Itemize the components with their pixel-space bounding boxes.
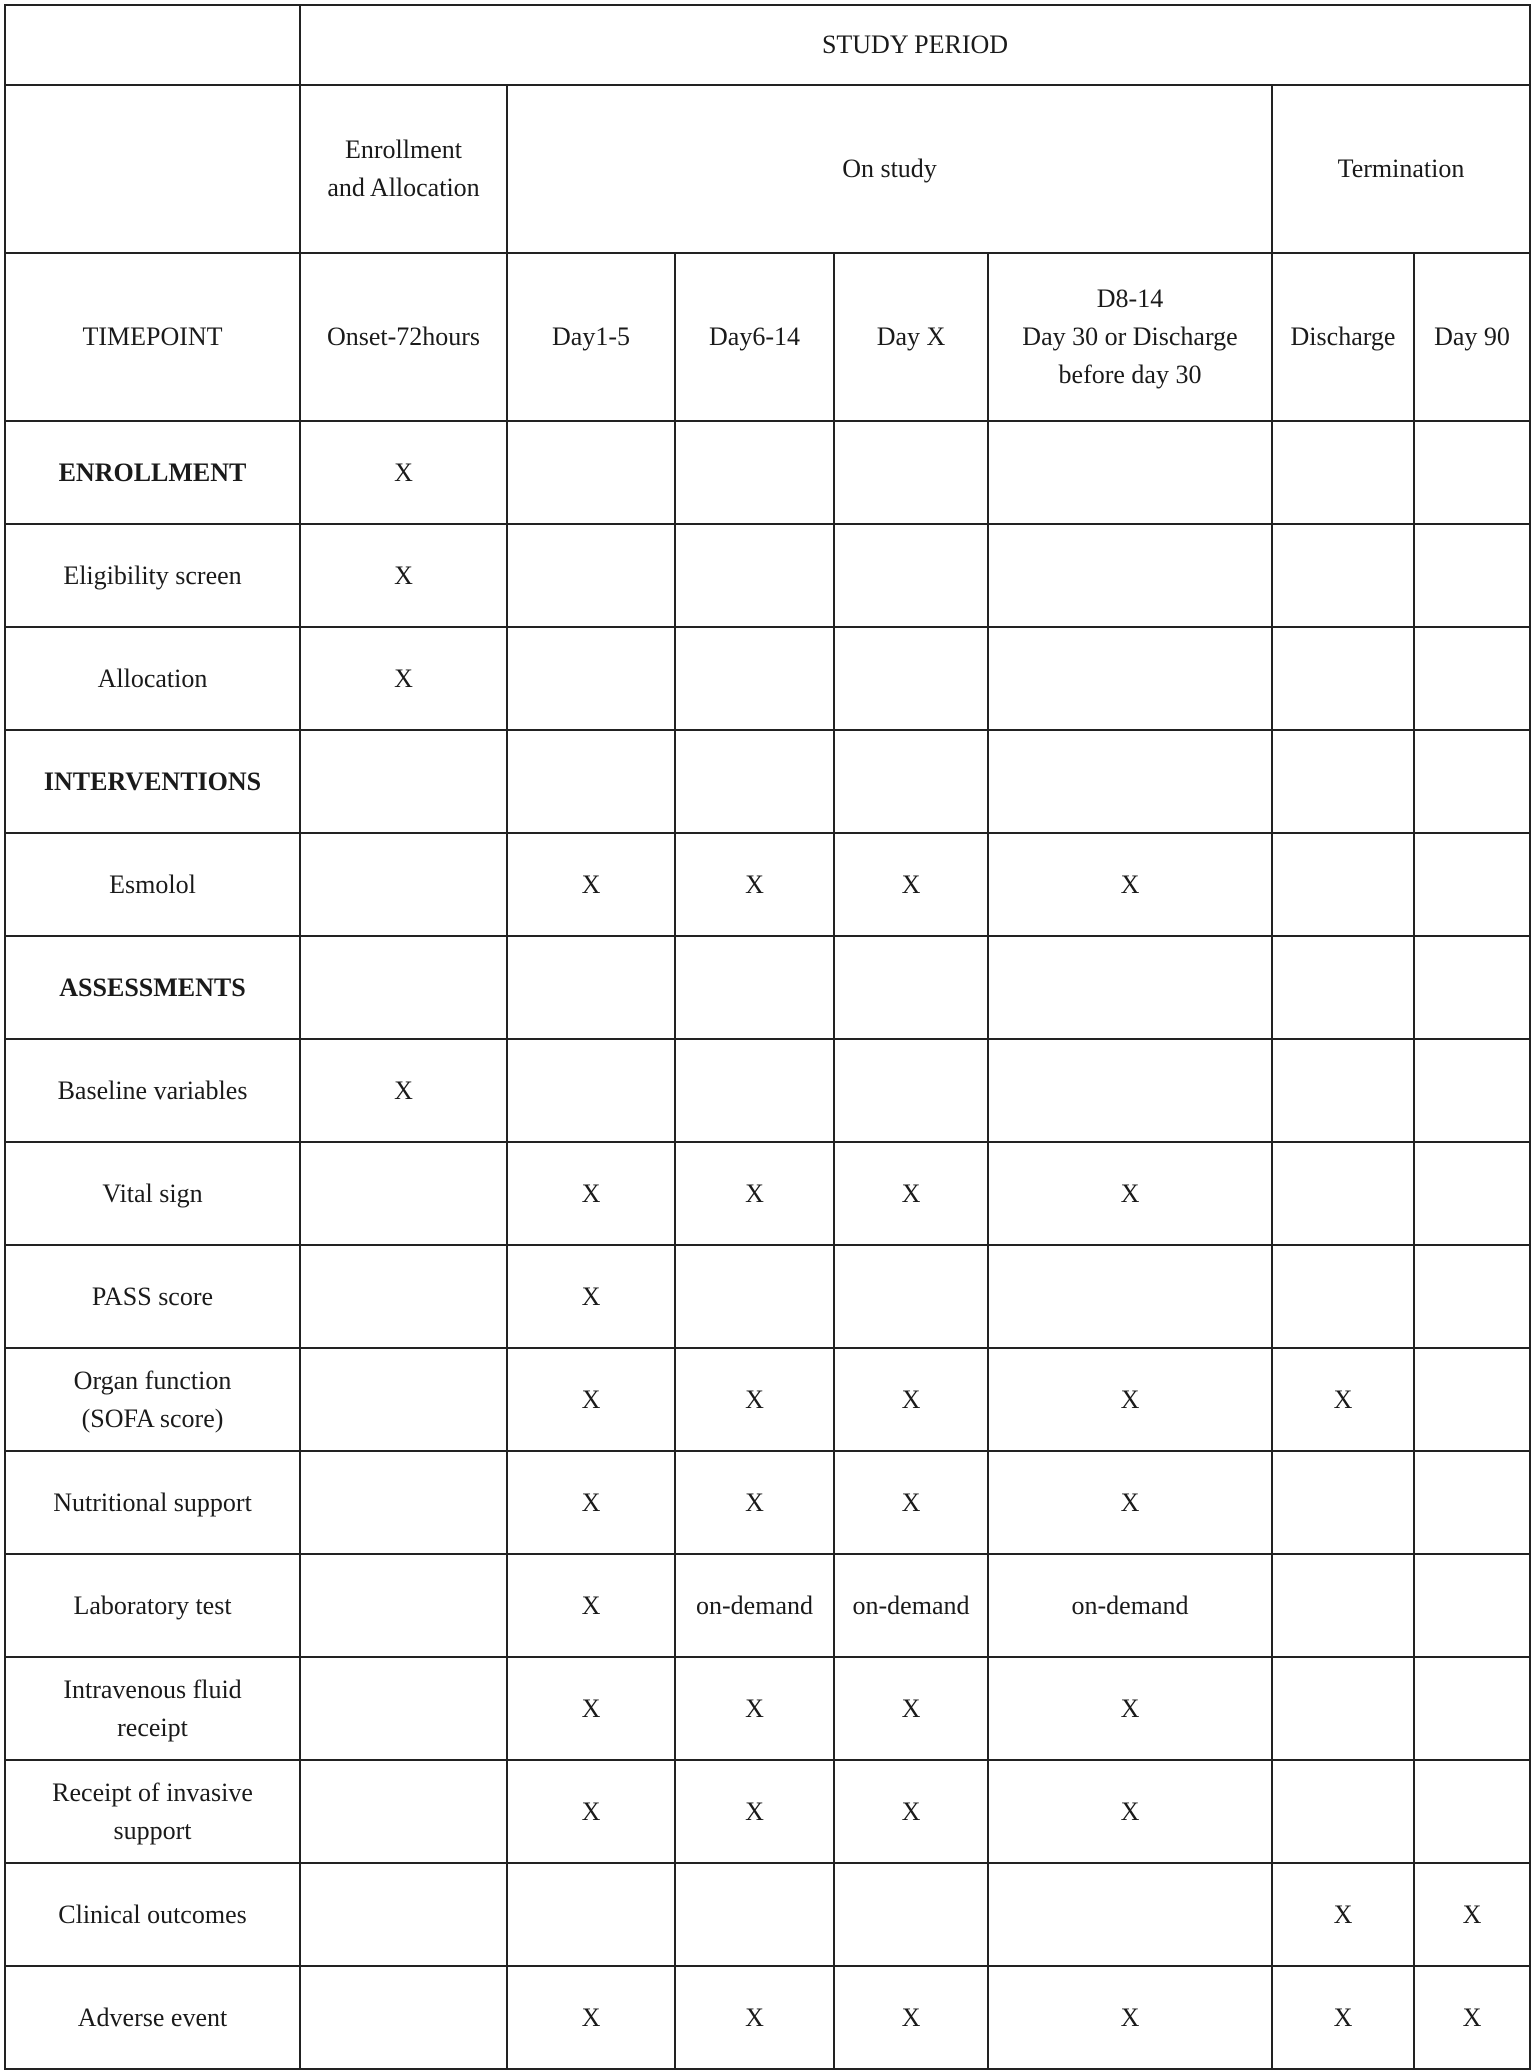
schedule-cell [300, 1451, 507, 1554]
schedule-cell [988, 1039, 1272, 1142]
schedule-cell: X [988, 833, 1272, 936]
schedule-cell [300, 1142, 507, 1245]
schedule-cell [507, 421, 675, 524]
on-study-heading: On study [507, 85, 1272, 253]
schedule-cell [300, 1348, 507, 1451]
schedule-row [5, 524, 1530, 627]
activity-label: Eligibility screen [5, 524, 300, 627]
timepoint-row [5, 253, 1530, 421]
schedule-row [5, 1760, 1530, 1863]
schedule-cell: X [507, 1451, 675, 1554]
activity-label: Baseline variables [5, 1039, 300, 1142]
schedule-cell [834, 1245, 988, 1348]
schedule-cell [1272, 1554, 1414, 1657]
schedule-cell [1414, 1554, 1530, 1657]
schedule-cell [507, 730, 675, 833]
activity-label: Laboratory test [5, 1554, 300, 1657]
schedule-cell: X [675, 1142, 834, 1245]
schedule-cell: X [507, 1966, 675, 2069]
schedule-cell [988, 1245, 1272, 1348]
activity-label: Clinical outcomes [5, 1863, 300, 1966]
schedule-cell [988, 936, 1272, 1039]
schedule-cell [675, 421, 834, 524]
schedule-cell [300, 1245, 507, 1348]
schedule-row [5, 936, 1530, 1039]
schedule-cell [1272, 1039, 1414, 1142]
schedule-cell [988, 730, 1272, 833]
schedule-cell [1272, 936, 1414, 1039]
schedule-cell: X [1414, 1863, 1530, 1966]
schedule-cell [1414, 936, 1530, 1039]
schedule-cell [1272, 1657, 1414, 1760]
timepoint-label: TIMEPOINT [5, 253, 300, 421]
schedule-cell [1272, 1245, 1414, 1348]
schedule-row [5, 1554, 1530, 1657]
schedule-cell: X [988, 1657, 1272, 1760]
schedule-cell [675, 730, 834, 833]
schedule-cell [988, 627, 1272, 730]
schedule-cell [1414, 524, 1530, 627]
schedule-cell [675, 1039, 834, 1142]
schedule-cell: X [834, 833, 988, 936]
timepoint-day90: Day 90 [1414, 253, 1530, 421]
schedule-cell [300, 730, 507, 833]
schedule-cell: X [507, 1348, 675, 1451]
schedule-cell [1272, 1142, 1414, 1245]
activity-label: Esmolol [5, 833, 300, 936]
schedule-row [5, 730, 1530, 833]
schedule-cell [507, 936, 675, 1039]
schedule-cell [300, 1863, 507, 1966]
schedule-cell: X [1272, 1863, 1414, 1966]
schedule-cell: X [300, 1039, 507, 1142]
schedule-cell: X [834, 1142, 988, 1245]
schedule-cell: X [507, 1554, 675, 1657]
schedule-cell: X [1414, 1966, 1530, 2069]
schedule-cell: X [675, 1348, 834, 1451]
schedule-row [5, 1451, 1530, 1554]
schedule-cell: X [675, 1451, 834, 1554]
schedule-cell: X [675, 1966, 834, 2069]
schedule-cell: X [675, 833, 834, 936]
schedule-cell [1272, 730, 1414, 833]
schedule-cell [507, 1863, 675, 1966]
schedule-cell [1272, 421, 1414, 524]
schedule-row [5, 1863, 1530, 1966]
schedule-cell [675, 524, 834, 627]
schedule-cell [1414, 1451, 1530, 1554]
schedule-cell [300, 1760, 507, 1863]
schedule-cell [300, 1657, 507, 1760]
schedule-cell [834, 936, 988, 1039]
schedule-cell: X [988, 1451, 1272, 1554]
schedule-cell [507, 627, 675, 730]
schedule-cell: X [1272, 1966, 1414, 2069]
schedule-row [5, 833, 1530, 936]
schedule-cell [1414, 833, 1530, 936]
schedule-cell: X [834, 1966, 988, 2069]
schedule-cell [675, 1863, 834, 1966]
schedule-cell: X [834, 1451, 988, 1554]
schedule-row [5, 1348, 1530, 1451]
schedule-cell: X [507, 833, 675, 936]
schedule-row [5, 1142, 1530, 1245]
schedule-row [5, 1657, 1530, 1760]
schedule-row [5, 421, 1530, 524]
schedule-cell: X [675, 1657, 834, 1760]
schedule-cell [988, 524, 1272, 627]
timepoint-discharge: Discharge [1272, 253, 1414, 421]
schedule-cell [1414, 1760, 1530, 1863]
schedule-cell [834, 1039, 988, 1142]
schedule-cell [675, 936, 834, 1039]
schedule-cell [1414, 421, 1530, 524]
schedule-cell [675, 627, 834, 730]
termination-heading: Termination [1272, 85, 1530, 253]
schedule-cell [1414, 627, 1530, 730]
activity-label: Allocation [5, 627, 300, 730]
timepoint-day-x: Day X [834, 253, 988, 421]
schedule-cell [300, 1554, 507, 1657]
schedule-cell: X [300, 421, 507, 524]
schedule-cell: X [507, 1760, 675, 1863]
schedule-row [5, 1039, 1530, 1142]
schedule-cell [1414, 730, 1530, 833]
timepoint-day1-5: Day1-5 [507, 253, 675, 421]
schedule-cell [834, 730, 988, 833]
schedule-cell [507, 1039, 675, 1142]
enrollment-allocation-heading: Enrollment and Allocation [300, 85, 507, 253]
schedule-cell [988, 421, 1272, 524]
schedule-cell [1272, 1760, 1414, 1863]
activity-label: Vital sign [5, 1142, 300, 1245]
section-heading: ENROLLMENT [5, 421, 300, 524]
schedule-cell [834, 421, 988, 524]
blank-phase-cell [5, 85, 300, 253]
phase-header-row [5, 85, 1530, 253]
schedule-row [5, 1245, 1530, 1348]
blank-corner-cell [5, 5, 300, 85]
schedule-cell: X [300, 627, 507, 730]
section-heading: INTERVENTIONS [5, 730, 300, 833]
schedule-cell [1272, 627, 1414, 730]
schedule-row [5, 1966, 1530, 2069]
schedule-cell [1414, 1039, 1530, 1142]
schedule-cell: on-demand [834, 1554, 988, 1657]
schedule-cell: X [834, 1657, 988, 1760]
schedule-cell: X [988, 1966, 1272, 2069]
schedule-cell: on-demand [988, 1554, 1272, 1657]
schedule-cell [988, 1863, 1272, 1966]
schedule-cell [1272, 524, 1414, 627]
schedule-row [5, 627, 1530, 730]
activity-label: Receipt of invasive support [5, 1760, 300, 1863]
activity-label: Nutritional support [5, 1451, 300, 1554]
schedule-cell [1414, 1245, 1530, 1348]
schedule-cell [834, 1863, 988, 1966]
schedule-cell: on-demand [675, 1554, 834, 1657]
schedule-cell [300, 1966, 507, 2069]
timepoint-day6-14: Day6-14 [675, 253, 834, 421]
schedule-cell: X [988, 1760, 1272, 1863]
activity-label: PASS score [5, 1245, 300, 1348]
schedule-cell [834, 524, 988, 627]
activity-label: Organ function (SOFA score) [5, 1348, 300, 1451]
study-schedule-table [4, 4, 1531, 2070]
schedule-cell: X [507, 1245, 675, 1348]
section-heading: ASSESSMENTS [5, 936, 300, 1039]
timepoint-onset: Onset-72hours [300, 253, 507, 421]
schedule-cell [675, 1245, 834, 1348]
schedule-cell: X [988, 1348, 1272, 1451]
activity-label: Adverse event [5, 1966, 300, 2069]
schedule-cell [1414, 1348, 1530, 1451]
schedule-cell [507, 524, 675, 627]
schedule-cell: X [988, 1142, 1272, 1245]
schedule-cell [834, 627, 988, 730]
schedule-cell [1272, 1451, 1414, 1554]
schedule-cell: X [507, 1142, 675, 1245]
schedule-cell [300, 936, 507, 1039]
schedule-cell [1272, 833, 1414, 936]
schedule-cell: X [675, 1760, 834, 1863]
study-period-heading: STUDY PERIOD [300, 5, 1530, 85]
schedule-cell: X [834, 1760, 988, 1863]
schedule-cell [1414, 1142, 1530, 1245]
study-period-header-row [5, 5, 1530, 85]
schedule-cell: X [300, 524, 507, 627]
schedule-cell [1414, 1657, 1530, 1760]
schedule-cell [300, 833, 507, 936]
schedule-cell: X [507, 1657, 675, 1760]
activity-label: Intravenous fluid receipt [5, 1657, 300, 1760]
timepoint-d8-14: D8-14 Day 30 or Discharge before day 30 [988, 253, 1272, 421]
schedule-cell: X [834, 1348, 988, 1451]
schedule-cell: X [1272, 1348, 1414, 1451]
